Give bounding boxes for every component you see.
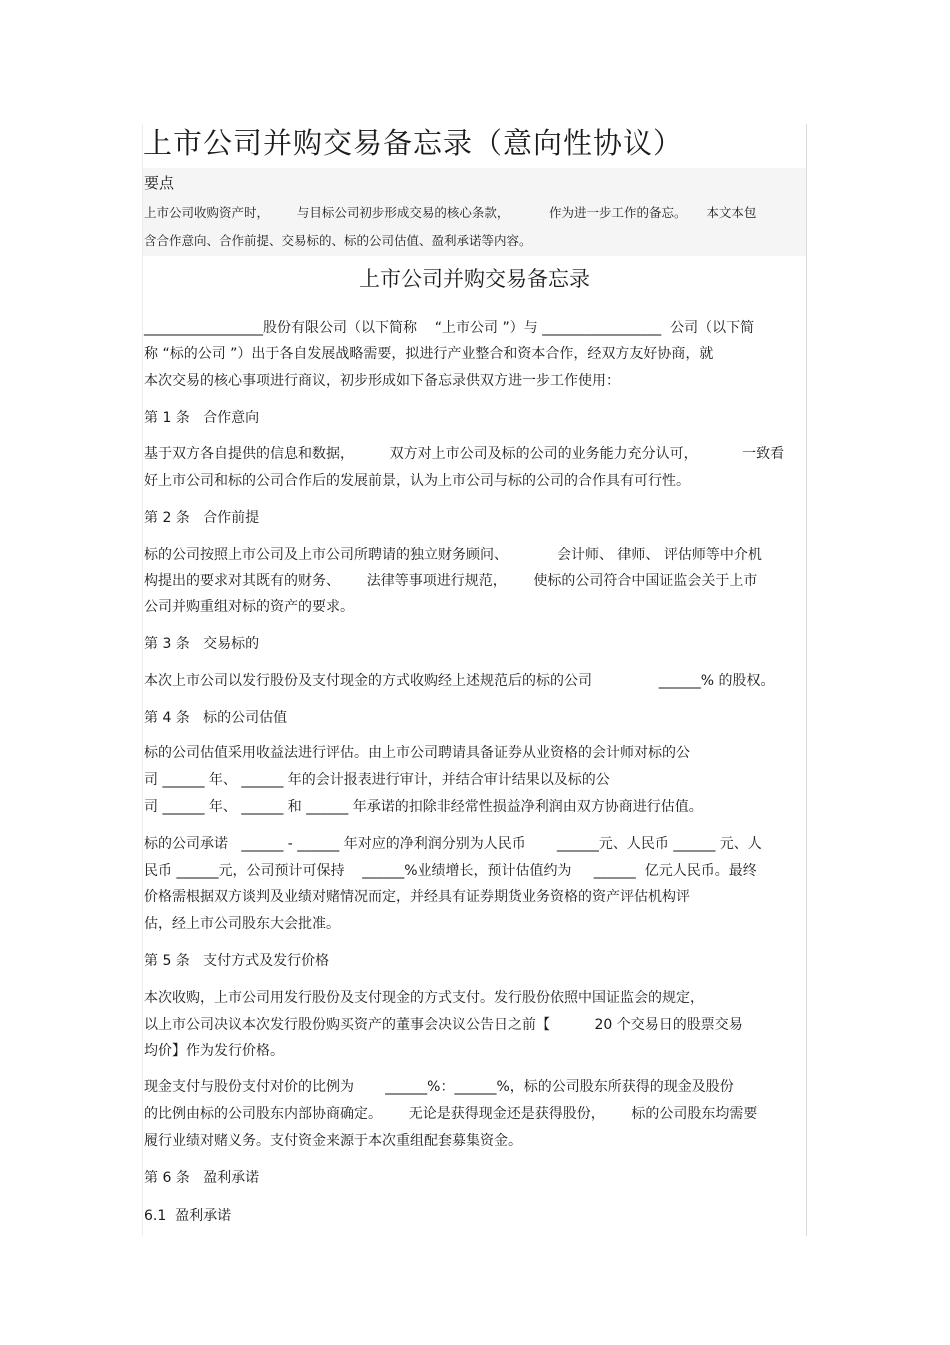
document-title: 上市公司并购交易备忘录（意向性协议） bbox=[143, 126, 684, 160]
intro-line: _________________股份有限公司（以下简称 “上市公司 ”）与 _________________ 公司（以下简 bbox=[144, 320, 755, 336]
article-1-heading: 第 1 条 合作意向 bbox=[144, 410, 260, 426]
intro-line: 本次交易的核心事项进行商议，初步形成如下备忘录供双方进一步工作使用： bbox=[144, 373, 620, 389]
summary-line: 含合作意向、合作前提、交易标的、标的公司估值、盈利承诺等内容。 bbox=[144, 233, 532, 248]
article-5-line: 履行业绩对赌义务。支付资金来源于本次重组配套募集资金。 bbox=[144, 1133, 522, 1149]
article-5-heading: 第 5 条 支付方式及发行价格 bbox=[144, 953, 330, 969]
article-4-line: 价格需根据双方谈判及业绩对赌情况而定，并经具有证券期货业务资格的资产评估机构评 bbox=[144, 889, 690, 905]
article-6-heading: 第 6 条 盈利承诺 bbox=[144, 1170, 260, 1186]
article-2-line: 构提出的要求对其既有的财务、 法律等事项进行规范， 使标的公司符合中国证监会关于上市 bbox=[144, 573, 758, 589]
article-4-line: 民币 ______元，公司预计可保持 ______%业绩增长，预计估值约为 ______ 亿元人民币。最终 bbox=[144, 863, 757, 879]
summary-line: 上市公司收购资产时， 与目标公司初步形成交易的核心条款， 作为进一步工作的备忘。 本文本包 bbox=[144, 205, 757, 220]
article-2-heading: 第 2 条 合作前提 bbox=[144, 510, 260, 526]
article-4-line: 估，经上市公司股东大会批准。 bbox=[144, 916, 340, 932]
article-2-line: 标的公司按照上市公司及上市公司所聘请的独立财务顾问、 会计师、 律师、 评估师等中介机 bbox=[144, 547, 762, 563]
page-border-right bbox=[806, 124, 807, 1236]
article-4-line: 司 ______ 年、 ______ 和 ______ 年承诺的扣除非经常性损益净利润由双方协商进行估值。 bbox=[144, 799, 703, 815]
article-1-line: 好上市公司和标的公司合作后的发展前景，认为上市公司与标的公司的合作具有可行性。 bbox=[144, 473, 690, 489]
article-3-heading: 第 3 条 交易标的 bbox=[144, 636, 260, 652]
article-5-line: 本次收购，上市公司用发行股份及支付现金的方式支付。发行股份依照中国证监会的规定， bbox=[144, 990, 704, 1006]
article-5-line: 现金支付与股份支付对价的比例为 ______%：______%，标的公司股东所获得的现金及股份 bbox=[144, 1079, 734, 1095]
article-5-line: 均价】作为发行价格。 bbox=[144, 1043, 284, 1059]
article-3-line: 本次上市公司以发行股份及支付现金的方式收购经上述规范后的标的公司 ______% 的股权。 bbox=[144, 673, 775, 689]
article-6-subheading: 6.1 盈利承诺 bbox=[144, 1208, 232, 1224]
intro-line: 称 “标的公司 ”）出于各自发展战略需要，拟进行产业整合和资本合作，经双方友好协商，就 bbox=[144, 346, 714, 362]
article-5-line: 的比例由标的公司股东内部协商确定。 无论是获得现金还是获得股份， 标的公司股东均需要 bbox=[144, 1106, 758, 1122]
article-4-line: 司 ______ 年、 ______ 年的会计报表进行审计，并结合审计结果以及标的公 bbox=[144, 772, 610, 788]
article-4-line: 标的公司承诺 ______ - ______ 年对应的净利润分别为人民币 ______元、人民币 ______ 元、人 bbox=[144, 836, 762, 852]
article-5-line: 以上市公司决议本次发行股份购买资产的董事会决议公告日之前【 20 个交易日的股票交易 bbox=[144, 1017, 743, 1033]
article-2-line: 公司并购重组对标的资产的要求。 bbox=[144, 599, 354, 615]
article-1-line: 基于双方各自提供的信息和数据， 双方对上市公司及标的公司的业务能力充分认可， 一致看 bbox=[144, 446, 785, 462]
memo-subtitle: 上市公司并购交易备忘录 bbox=[359, 267, 590, 291]
article-4-line: 标的公司估值采用收益法进行评估。由上市公司聘请具备证券从业资格的会计师对标的公 bbox=[144, 745, 690, 761]
article-4-heading: 第 4 条 标的公司估值 bbox=[144, 710, 288, 726]
summary-heading: 要点 bbox=[144, 174, 175, 192]
